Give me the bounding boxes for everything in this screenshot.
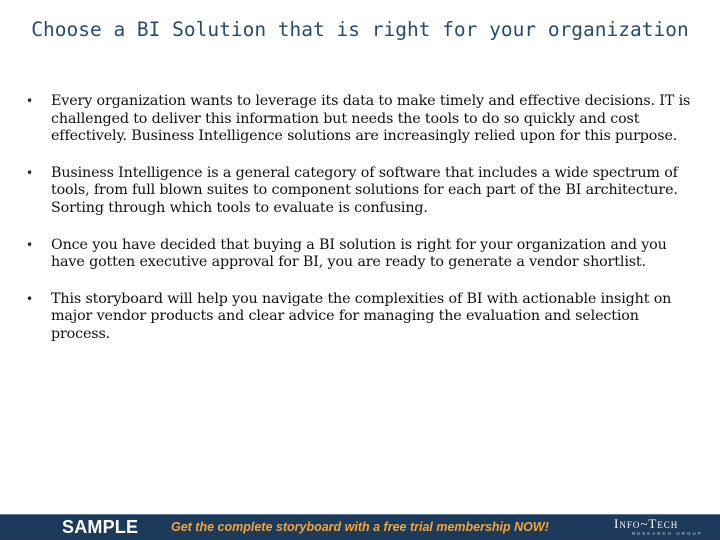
- logo-text: Info~Tech: [614, 516, 679, 531]
- slide-title: Choose a BI Solution that is right for your organization: [31, 18, 689, 41]
- bullet-item: [0, 237, 720, 272]
- footer-banner[interactable]: [0, 514, 720, 540]
- bullet-item: [0, 93, 720, 146]
- bullet-item: [0, 291, 720, 344]
- info-tech-logo: [614, 517, 708, 539]
- bullet-icon: •: [26, 237, 33, 252]
- bullet-icon: •: [26, 94, 33, 108]
- bullet-icon: •: [26, 165, 33, 180]
- bullet-list: [0, 93, 720, 363]
- logo-subtext: RESEARCH GROUP: [632, 531, 703, 536]
- bullet-text: This storyboard will help you navigate the complexities of BI with actionable insight on major vendor products and clear advice for managing the evaluation and selection process.: [51, 290, 672, 342]
- bullet-icon: •: [26, 291, 33, 306]
- bullet-item: [0, 165, 720, 218]
- bullet-text: Every organization wants to leverage its data to make timely and effective decisions. IT is challenged to deliver this information but needs the tools to do so quickly and cost effectively. Business Intelligence solutions are increasingly relied upon for this purpose.: [51, 93, 691, 145]
- bullet-text: Business Intelligence is a general category of software that includes a wide spectrum of tools, from full blown suites to component solutions for each part of the BI architecture. Sorting through which tools to evaluate is confusing.: [51, 164, 678, 216]
- bullet-text: Once you have decided that buying a BI solution is right for your organization and you have gotten executive approval for BI, you are ready to generate a vendor shortlist.: [51, 236, 667, 271]
- free-trial-link[interactable]: Get the complete storyboard with a free trial membership NOW!: [171, 520, 549, 534]
- sample-label: SAMPLE: [62, 517, 139, 537]
